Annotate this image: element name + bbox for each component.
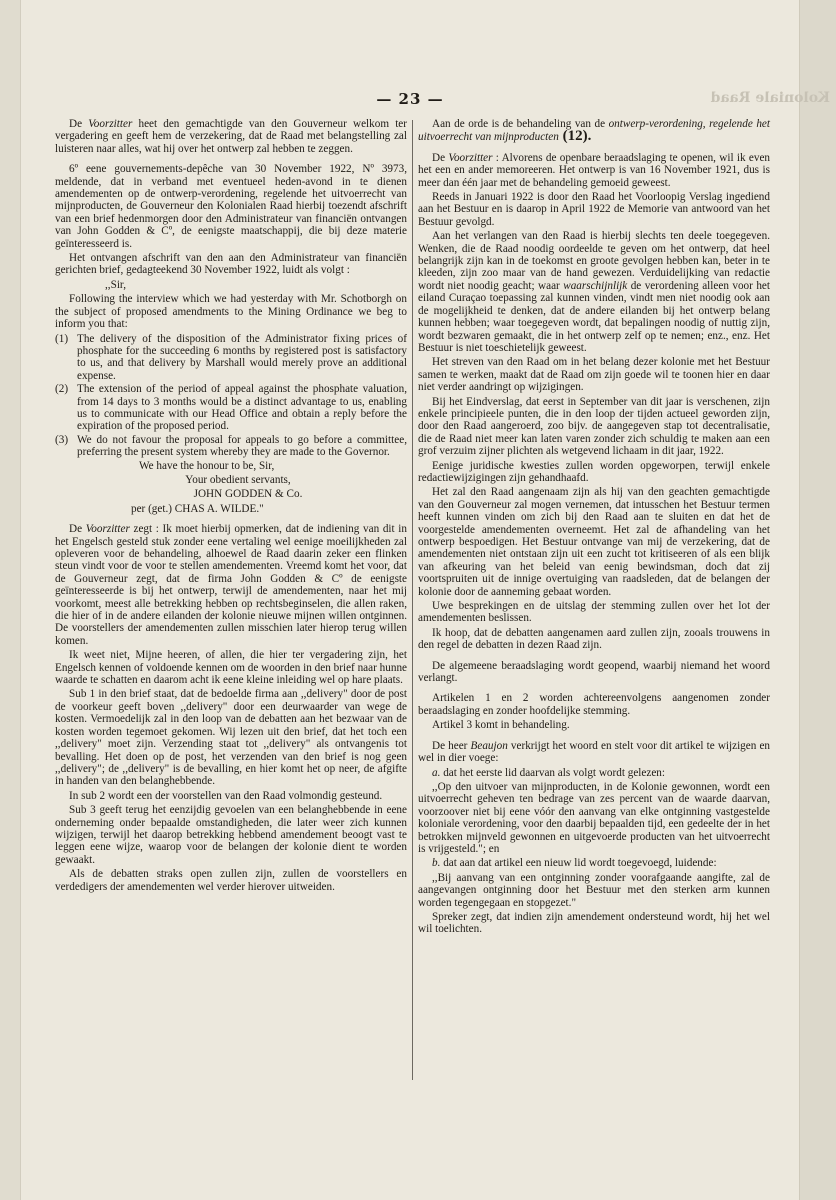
page-number: — 23 — <box>376 90 444 108</box>
paragraph: Bij het Eindverslag, dat eerst in September van dit jaar is verschenen, zijn enkele principieele punten, die in den loop der tijden actueel geworden zijn, door den Raad aangeroerd, zoo bijv. de aangegeven stap tot decentralisatie, die de Raad niet meer kan laten varen zonder zich schuldig te maken aan een grof verzuim zijner plichten als wetgevend lichaam in dit jaar, 1922. <box>418 395 770 458</box>
paragraph: In sub 2 wordt een der voorstellen van den Raad volmondig gesteund. <box>69 789 383 802</box>
paragraph: De Voorzitter : Alvorens de openbare beraadslaging te openen, wil ik even het een en ander memoreeren. Het ontwerp is van 16 November 1921, dus is meer dan één jaar met de behandeling gemoeid geweest. <box>418 151 771 189</box>
paragraph: Het ontvangen afschrift van den aan den Administrateur van financiën gerichten brief, gedagteekend 30 November 1922, luidt als volgt : <box>55 252 407 277</box>
page-left-edge <box>0 0 21 1200</box>
list-item <box>55 333 407 383</box>
paragraph: a. dat het eerste lid daarvan als volgt wordt gelezen: <box>432 766 665 779</box>
paragraph: Reeds in Januari 1922 is door den Raad het Voorloopig Verslag ingediend aan het Bestuur en is daarop in April 1922 de Memorie van antwoord van het Bestuur gevolgd. <box>418 191 770 228</box>
paragraph: Uwe besprekingen en de uitslag der stemming zullen over het lot der amendementen beslissen. <box>418 600 770 625</box>
paragraph: Spreker zegt, dat indien zijn amendement ondersteund wordt, hij het wel wil toelichten. <box>418 910 770 936</box>
paragraph: De heer Beaujon verkrijgt het woord en stelt voor dit artikel te wijzigen en wel in dier voege: <box>418 739 771 765</box>
list-text: We do not favour the proposal for appeals to go before a committee, preferring the present system whereby they are made to the Governor. <box>77 433 407 459</box>
paragraph: 6º eene gouvernements-depêche van 30 November 1922, Nº 3973, meldende, dat in verband met eventueel heden-avond in te dienen amendementen op de ontwerp-verordening, regelende het uitvoerrecht van mijnproducten, de Gouverneur den Kolonialen Raad hierbij toezendt afschrift van een brief hedenmorgen door den Administrateur van financiën ontvangen van John Godden & Cº, de eenigste maatschappij, die bij deze materie geïnteresseerd is. <box>55 163 407 250</box>
list-label: (1) <box>55 332 69 345</box>
letter-paragraph: Following the interview which we had yesterday with Mr. Schotborgh on the subject of proposed amendments to the Mining Ordinance we beg to inform you that: <box>55 293 407 331</box>
letter-signature-company: JOHN GODDEN & Co. <box>193 488 303 501</box>
speaker-name: Voorzitter <box>88 118 133 130</box>
list-label: (2) <box>55 383 69 396</box>
quoted-amendment: ,,Bij aanvang van een ontginning zonder voorafgaande aangifte, zal de aangevangen ontginning door het Bestuur met den sterken arm kunnen worden tegengegaan en stopgezet." <box>418 871 770 909</box>
list-label: (3) <box>55 433 69 446</box>
letter-closing: We have the honour to be, Sir, <box>139 459 275 472</box>
quoted-amendment: ,,Op den uitvoer van mijnproducten, in de Kolonie gewonnen, wordt een uitvoerrecht geheven ten bedrage van zes percent van de waarde daarvan, voorzoover niet bij eene vóór den aanvang van elke ontginning vastgestelde koloniale verordening, voor den daarbij bepaalden tijd, een gedeelte der in het betrokken mijnveld gewonnen en uitgevoerde producten van het uitvoerrecht is vrijgesteld."; en <box>418 780 770 855</box>
paragraph: Aan het verlangen van den Raad is hierbij slechts ten deele toegegeven. Wenken, die de Raad noodig oordeelde te geven om het ontwerp, dat heel belangrijk zijn kan in de toekomst en groote gevolgen hebben kan, beter in te kleeden, zijn zoo maar van de hand gewezen. Verduidelijking van redactie wordt niet noodig geacht; waar waarschijnlijk de verordening alleen voor het eiland Curaçao toepassing zal kunnen vinden, vindt men niet noodig ook aan de mogelijkheid te denken, dat de andere eilanden bij het ontwerp belang kunnen hebben; waar toegegeven wordt, dat bepalingen noodig of nuttig zijn, wordt bezwaren gemaakt, die in het ontwerp zelf op te nemen; enz., enz. Het Bestuur is niet toeschietelijk geweest. <box>418 230 770 354</box>
right-column <box>418 118 770 938</box>
paragraph: Sub 3 geeft terug het eenzijdig gevoelen van een belanghebbende in eene onderneming onder bepaalde omstandigheden, die later weer zich kunnen wijzigen, terwijl het daarop betrekking hebbend amendement beoogt vast te leggen eene wijze, waarop voor de belangen der kolonie dient te worden gewaakt. <box>55 804 407 866</box>
paragraph: De Voorzitter zegt : Ik moet hierbij opmerken, dat de indiening van dit in het Engelsch gesteld stuk zonder eene vertaling wel eenige moeilijkheden zal opleveren voor de behandeling, alhoewel de Raad daarin zeker een flinken steun vindt voor de voor te stellen amendementen. Vreemd komt het voor, dat de Gouverneur zegt, dat de firma John Godden & Cº de eenigste geïnteresseerde is bij het ontwerp, terwijl de amendementen, naar het mij voorkomt, meest alle betrekking hebben op rechtsbeginselen, die allen raken, die hier of in de andere eilanden der kolonie nieuwe mijnen willen ontginnen. De voorstellers der amendementen zullen misschien later hierop terug willen komen. <box>55 523 407 647</box>
speaker-name: Voorzitter <box>85 523 130 536</box>
paragraph: b. dat aan dat artikel een nieuw lid wordt toegevoegd, luidende: <box>432 857 717 870</box>
agenda-subject: ontwerp-verordening, regelende het uitvoerrecht van mijnproducten <box>418 118 770 144</box>
paragraph: Eenige juridische kwesties zullen worden opgeworpen, terwijl enkele redactiewijzigingen zijn gehandhaafd. <box>418 459 770 484</box>
list-item <box>55 434 407 459</box>
paragraph: Artikel 3 komt in behandeling. <box>432 719 570 732</box>
paragraph: Als de debatten straks open zullen zijn, zullen de voorstellers en verdedigers der amendementen wel verder hierover uitweiden. <box>55 868 407 893</box>
column-divider <box>412 120 413 1080</box>
paragraph: Artikelen 1 en 2 worden achtereenvolgens aangenomen zonder beraadslaging en zonder hoofdelijke stemming. <box>418 692 770 717</box>
paragraph: Ik weet niet, Mijne heeren, of allen, die hier ter vergadering zijn, het Engelsch kennen of voldoende kennen om de woorden in den brief naar hunne waarde te schatten en daarom acht ik eene kleine inleiding wel op hare plaats. <box>55 649 407 687</box>
paragraph: Het streven van den Raad om in het belang dezer kolonie met het Bestuur samen te werken, maakt dat de Raad om zijn goede wil te toonen hier en daar niet verder aandringt op wijzigingen. <box>418 356 770 394</box>
paragraph: De Voorzitter heet den gemachtigde van den Gouverneur welkom ter vergadering en geeft hem de verzekering, dat de Raad met belangstelling zal luisteren naar alles, wat hij over het ontwerp zal hebben te zeggen. <box>55 118 407 155</box>
list-text: The extension of the period of appeal against the phosphate valuation, from 14 days to 3 months would be a distinct advantage to us, enabling us to communicate with our Head Office and obtain a reply before the expiration of the proposed period. <box>77 383 407 433</box>
speaker-name: Beaujon <box>470 739 508 752</box>
bleed-through-text: Koloniale Raad <box>710 90 830 106</box>
list-item <box>55 383 407 433</box>
speaker-name: Voorzitter <box>448 151 493 164</box>
paragraph: De algemeene beraadslaging wordt geopend, waarbij niemand het woord verlangt. <box>418 659 770 685</box>
paragraph: Ik hoop, dat de debatten aangenamen aard zullen zijn, zooals trouwens in den regel de debatten in dezen Raad zijn. <box>418 626 770 652</box>
letter-signature-line: Your obedient servants, <box>185 473 291 486</box>
letter-signature-name: per (get.) CHAS A. WILDE." <box>131 502 264 515</box>
letter-salutation: ,,Sir, <box>105 278 126 291</box>
page-right-edge <box>799 0 836 1200</box>
agenda-number: (12). <box>558 128 592 145</box>
paragraph: Het zal den Raad aangenaam zijn als hij van den geachten gemachtigde van den Gouverneur zal mogen vernemen, dat intusschen het Bestuur termen heeft kunnen vinden om zich bij den Raad aan te sluiten en dat het de voorgestelde amendementen overneemt. Het zal de afhandeling van het ontwerp bespoedigen. Het Bestuur ontvange van mij de verzekering, dat de amendementen niet ontstaan zijn uit een zucht tot kritiseeren of als een blijk van afkeuring van het beleid van eenig bewindsman, doch dat zij voortspruiten uit de innige overtuiging van raadsleden, dat de belangen der kolonie door de aanneming gebaat worden. <box>418 486 770 598</box>
agenda-paragraph: Aan de orde is de behandeling van de ontwerp-verordening, regelende het uitvoerrecht van mijnproducten (12). <box>418 118 770 145</box>
list-text: The delivery of the disposition of the Administrator fixing prices of phosphate for the succeeding 6 months by registered post is satisfactory to us, and that delivery by Marshall would merely prove an additional expense. <box>77 332 407 382</box>
paragraph: Sub 1 in den brief staat, dat de bedoelde firma aan ,,delivery" door de post de voorkeur geeft boven ,,delivery" door een deurwaarder van wege de kosten. Vermoedelijk zal in den loop van de debatten aan het bezwaar van de kosten worden tegemoet gekomen. Wij lezen uit den brief, dat het toch een ,,delivery" moet zijn. Verzending staat tot ,,delivery" als ontvangenis tot bevalling. Het doen op de post, het verzenden van den brief is nog geen ,,delivery"; de ,,delivery" is de bevalling, en hier komt het op neer, de afgifte in handen van den belanghebbende. <box>55 688 407 788</box>
left-column <box>55 118 407 895</box>
